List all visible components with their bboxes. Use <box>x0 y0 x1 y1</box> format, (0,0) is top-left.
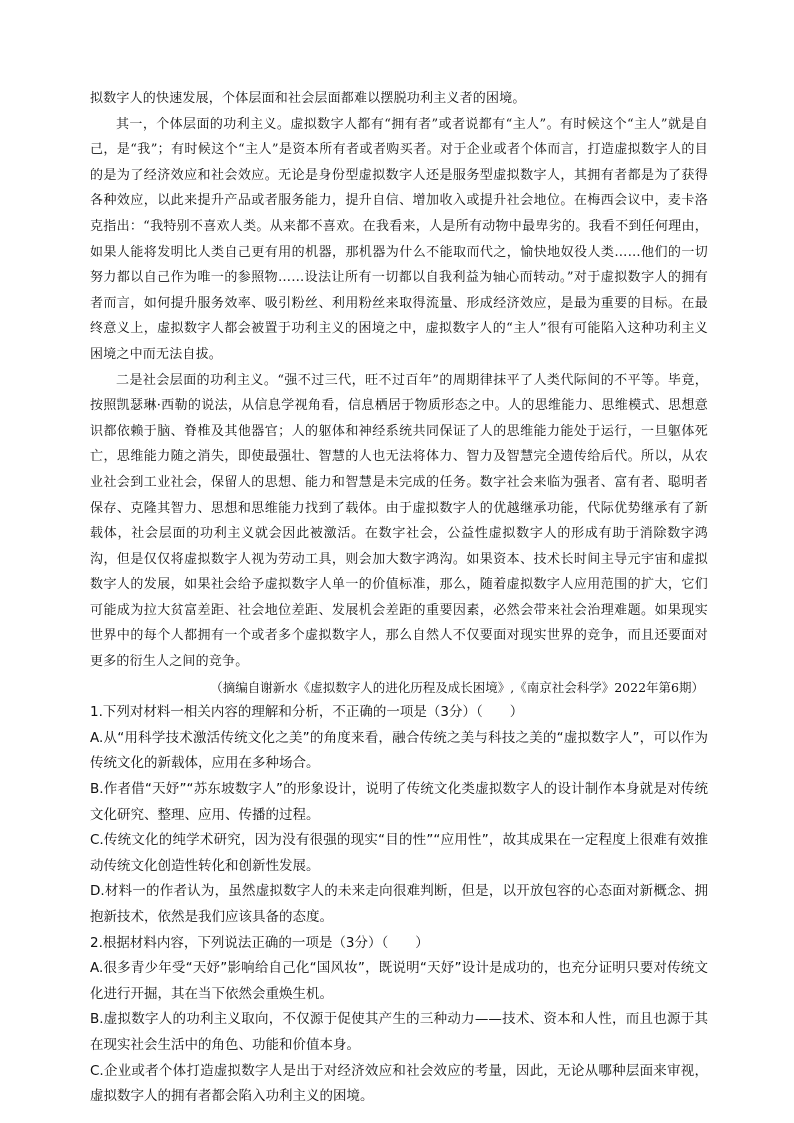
question-1-option-c: C.传统文化的纯学术研究，因为没有很强的现实“目的性”“应用性”，故其成果在一定程度上很难有效推动传统文化创造性转化和创新性发展。 <box>90 832 708 874</box>
question-2-option-b: B.虚拟数字人的功利主义取向，不仅源于促使其产生的三种动力——技术、资本和人性，而且也源于其在现实社会生活中的角色、功能和价值本身。 <box>90 1011 708 1053</box>
document-page <box>90 86 708 1110</box>
article-source-citation: （摘编自谢新水《虚拟数字人的进化历程及成长困境》,《南京社会科学》2022年第6期） <box>210 679 704 695</box>
article-paragraph-continuation: 拟数字人的快速发展，个体层面和社会层面都难以摆脱功利主义者的困境。 <box>90 91 526 106</box>
question-1 <box>90 700 708 930</box>
question-2 <box>90 931 708 1110</box>
article-paragraph-social-utilitarianism: 二是社会层面的功利主义。“强不过三代，旺不过百年”的周期律抹平了人类代际间的不平等。毕竟，按照凯瑟琳·西勒的说法，从信息学视角看，信息栖居于物质形态之中。人的思维能力、思维模式、思想意识都依赖于脑、脊椎及其他器官；人的躯体和神经系统共同保证了人的思维能力能处于运行，一旦躯体死亡，思维能力随之消失，即使最强壮、智慧的人也无法将体力、智力及智慧完全遗传给后代。所以，从农业社会到工业社会，保留人的思想、能力和智慧是未完成的任务。数字社会来临为强者、富有者、聪明者保存、克隆其智力、思想和思维能力找到了载体。由于虚拟数字人的优越继承功能，代际优势继承有了新载体，社会层面的功利主义就会因此被激活。在数字社会，公益性虚拟数字人的形成有助于消除数字鸿沟，但是仅仅将虚拟数字人视为劳动工具，则会加大数字鸿沟。如果资本、技术长时间主导元宇宙和虚拟数字人的发展，如果社会给予虚拟数字人单一的价值标准，那么，随着虚拟数字人应用范围的扩大，它们可能成为拉大贫富差距、社会地位差距、发展机会差距的重要因素，必然会带来社会治理难题。如果现实世界中的每个人都拥有一个或者多个虚拟数字人，那么自然人不仅要面对现实世界的竞争，而且还要面对更多的衍生人之间的竞争。 <box>90 372 708 670</box>
question-2-option-c: C.企业或者个体打造虚拟数字人是出于对经济效应和社会效应的考量，因此，无论从哪种层面来审视，虚拟数字人的拥有者都会陷入功利主义的困境。 <box>90 1062 708 1105</box>
question-1-option-b: B.作者借“天妤”“苏东坡数字人”的形象设计，说明了传统文化类虚拟数字人的设计制作本身就是对传统文化研究、整理、应用、传播的过程。 <box>90 781 708 823</box>
question-2-stem: 2.根据材料内容，下列说法正确的一项是（3分）（ ） <box>90 934 429 951</box>
article-paragraph-individual-utilitarianism: 其一，个体层面的功利主义。虚拟数字人都有“拥有者”或者说都有“主人”。有时候这个“主人”就是自己，是“我”；有时候这个“主人”是资本所有者或者购买者。对于企业或者个体而言，打造虚拟数字人的目的是为了经济效应和社会效应。无论是身份型虚拟数字人还是服务型虚拟数字人，其拥有者都是为了获得各种效应，以此来提升产品或者服务能力，提升自信、增加收入或提升社会地位。在梅西会议中，麦卡洛克指出：“我特别不喜欢人类。从来都不喜欢。在我看来，人是所有动物中最卑劣的。我看不到任何理由，如果人能将发明比人类自己更有用的机器，那机器为什么不能取而代之，愉快地奴役人类……他们的一切努力都以自己作为唯一的参照物……设法让所有一切都以自我利益为轴心而转动。”对于虚拟数字人的拥有者而言，如何提升服务效率、吸引粉丝、利用粉丝来取得流量、形成经济效应，是最为重要的目标。在最终意义上，虚拟数字人都会被置于功利主义的困境之中，虚拟数字人的“主人”很有可能陷入这种功利主义困境之中而无法自拔。 <box>90 116 708 362</box>
question-2-option-a: A.很多青少年受“天妤”影响给自己化“国风妆”，既说明“天妤”设计是成功的，也充分证明只要对传统文化进行开掘，其在当下依然会重焕生机。 <box>90 960 708 1002</box>
question-1-stem: 1.下列对材料一相关内容的理解和分析，不正确的一项是（3分）（ ） <box>90 704 524 721</box>
question-1-option-d: D.材料一的作者认为，虽然虚拟数字人的未来走向很难判断，但是，以开放包容的心态面对新概念、拥抱新技术，依然是我们应该具备的态度。 <box>90 883 708 925</box>
question-1-option-a: A.从“用科学技术激活传统文化之美”的角度来看，融合传统之美与科技之美的“虚拟数字人”，可以作为传统文化的新载体，应用在多种场合。 <box>90 729 708 772</box>
